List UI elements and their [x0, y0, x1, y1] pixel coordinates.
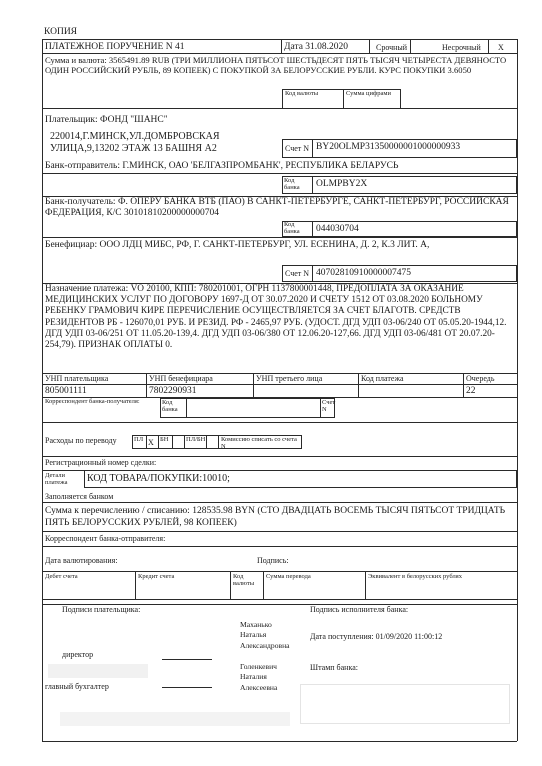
valuation-date-label: Дата валютирования:: [45, 556, 118, 565]
receipt-date: Дата поступления: 01/09/2020 11:00:12: [310, 632, 443, 641]
payer-address: 220014,Г.МИНСК,УЛ.ДОМБРОВСКАЯ УЛИЦА,9,13202 ЭТАЖ 13 БАШНЯ А2: [50, 131, 220, 154]
currency-code-label: Код валюты: [285, 90, 319, 97]
director-name: Маханько Наталья Александровна: [240, 620, 290, 650]
details-label: Детали платежа: [45, 472, 68, 486]
sender-bank-label: Банк-отправитель: Г.МИНСК, ОАО 'БЕЛГАЗПРОМБАНК', РЕСПУБЛИКА БЕЛАРУСЬ: [45, 161, 399, 171]
document-title: ПЛАТЕЖНОЕ ПОРУЧЕНИЕ N 41: [45, 42, 185, 52]
payer-unp-header: УНП плательщика: [45, 374, 109, 383]
commission-label: Комиссию списать со счета N: [221, 436, 297, 450]
accountant-name: Голенкевич Наталия Алексеевна: [240, 662, 278, 692]
sender-bank-code: OLMPBY2X: [316, 179, 368, 189]
bank-signature-label: Подпись исполнителя банка:: [310, 605, 409, 614]
payment-purpose: Назначение платежа: VO 20100, КПП: 780201001, ОГРН 1137800001448, ПРЕДОПЛАТА ЗА ОКАЗАНИЕ МЕДИЦИНСКИХ УСЛУГ ПО ДОГОВОРУ 1697-Д ОТ 30.07.2020 И СЧЕТУ 1512 ОТ 03.08.2020 БОЛЬНОМУ РЕБЕНКУ ГРАМОВИЧ КИРЕ ПЕРЕЧИСЛЕНИЕ ОСУЩЕСТВЛЯЕТСЯ ЗА СЧЕТ БЛАГОТВ. СРЕДСТВ РЕЗИДЕНТОВ РБ - 126070,01 РУБ. И РЕЗИД. РФ - 2465,97 РУБ. (УДОСТ. ДГД УДП 03-06/240 ОТ 05.05.20-1944,12. ДГД УДП 03-06/251 ОТ 11.05.20-139,4. ДГД УДП 03-06/380 ОТ 12.06.20-127,66. ДГД УДП 03-06/481 ОТ 20.07.20-254,79). ПРИЗНАК ОПЛАТЫ 0.: [45, 284, 507, 351]
recipient-bank-code-label: Код банка: [284, 221, 300, 235]
correspondent-account-label: Счет N: [322, 399, 336, 413]
payer-unp-value: 805001111: [45, 386, 87, 396]
payer-signatures-label: Подписи плательщика:: [62, 605, 141, 614]
amount-text: Сумма и валюта: 3565491.89 RUB (ТРИ МИЛЛИОНА ПЯТЬСОТ ШЕСТЬДЕСЯТ ПЯТЬ ТЫСЯЧ ЧЕТЫРЕСТА ДЕВЯНОСТО ОДИН РОССИЙСКИЙ РУБЛЬ, 89 КОПЕЕК) С ПОКУПКОЙ ЗА БЕЛОРУССКИЕ РУБЛИ. КУРС ПОКУПКИ 3.6050: [45, 55, 507, 75]
urgent-label: Срочный: [376, 43, 408, 52]
registration-label: Регистрационный номер сделки:: [45, 458, 157, 467]
third-party-unp-header: УНП третьего лица: [256, 374, 323, 383]
beneficiary-unp-value: 7802290931: [149, 386, 197, 396]
debited-amount: Сумма к перечислению / списанию: 128535.98 BYN (СТО ДВАДЦАТЬ ВОСЕМЬ ТЫСЯЧ ПЯТЬСОТ ТРИДЦАТЬ ПЯТЬ БЕЛОРУССКИХ РУБЛЕЙ, 98 КОПЕЕК): [45, 506, 506, 528]
details-value: КОД ТОВАРА/ПОКУПКИ:10010;: [87, 473, 230, 484]
sender-bank-code-label: Код банка: [284, 177, 300, 191]
beneficiary-unp-header: УНП бенефициара: [149, 374, 213, 383]
recipient-bank-label: Банк-получатель: Ф. ОПЕРУ БАНКА ВТБ (ПАО) В САНКТ-ПЕТЕРБУРГЕ, САНКТ-ПЕТЕРБУРГ, РОССИЙСКАЯ ФЕДЕРАЦИЯ, К/С 30101810200000000704: [45, 197, 509, 218]
document-date: Дата 31.08.2020: [284, 42, 349, 52]
accountant-label: главный бухгалтер: [45, 682, 109, 691]
footer-stamp-trace: [60, 712, 290, 726]
bank-stamp-trace: [300, 684, 510, 724]
payment-code-header: Код платежа: [361, 374, 404, 383]
expenses-pl-label: ПЛ: [134, 436, 144, 443]
director-stamp-trace: [48, 664, 148, 678]
payer-account-label: Счет N: [285, 144, 310, 153]
priority-value: 22: [466, 386, 476, 396]
payer-account: BY20OLMP31350000001000000933: [316, 142, 461, 152]
expenses-bn-label: БН: [160, 436, 169, 443]
beneficiary-account-label: Счет N: [285, 269, 310, 278]
bank-stamp-label: Штамп банка:: [310, 663, 358, 672]
debit-account-header: Дебет счета: [45, 573, 78, 580]
priority-header: Очередь: [466, 374, 495, 383]
expenses-pl-mark: X: [148, 438, 154, 447]
copy-label: КОПИЯ: [44, 27, 78, 37]
correspondent-code-label: Код банка: [162, 399, 178, 413]
signature-label: Подпись:: [257, 556, 289, 565]
correspondent-label: Корреспондент банка-получателя:: [45, 398, 140, 405]
sender-correspondent-label: Корреспондент банка-отправителя:: [45, 534, 166, 543]
payer-label: Плательщик: ФОНД "ШАНС": [45, 115, 168, 125]
transfer-sum-header: Сумма перевода: [266, 573, 311, 580]
director-label: директор: [62, 650, 94, 659]
filled-by-bank-label: Заполняется банком: [45, 492, 114, 501]
expenses-label: Расходы по переводу: [45, 436, 117, 445]
beneficiary-account: 40702810910000007475: [316, 268, 411, 278]
currency-code-header: Код валюты: [233, 573, 255, 587]
nonurgent-label: Несрочный: [442, 43, 481, 52]
beneficiary-label: Бенефициар: ООО ЛДЦ МИБС, РФ, Г. САНКТ-ПЕТЕРБУРГ, УЛ. ЕСЕНИНА, Д. 2, К.3 ЛИТ. А,: [45, 240, 430, 250]
expenses-plbn-label: ПЛ/БН: [186, 436, 206, 443]
equivalent-header: Эквивалент в белорусских рублях: [368, 573, 462, 580]
recipient-bank-code: 044030704: [316, 224, 359, 234]
credit-account-header: Кредит счета: [138, 573, 175, 580]
nonurgent-mark: X: [498, 43, 504, 52]
amount-digits-label: Сумма цифрами: [346, 90, 391, 97]
